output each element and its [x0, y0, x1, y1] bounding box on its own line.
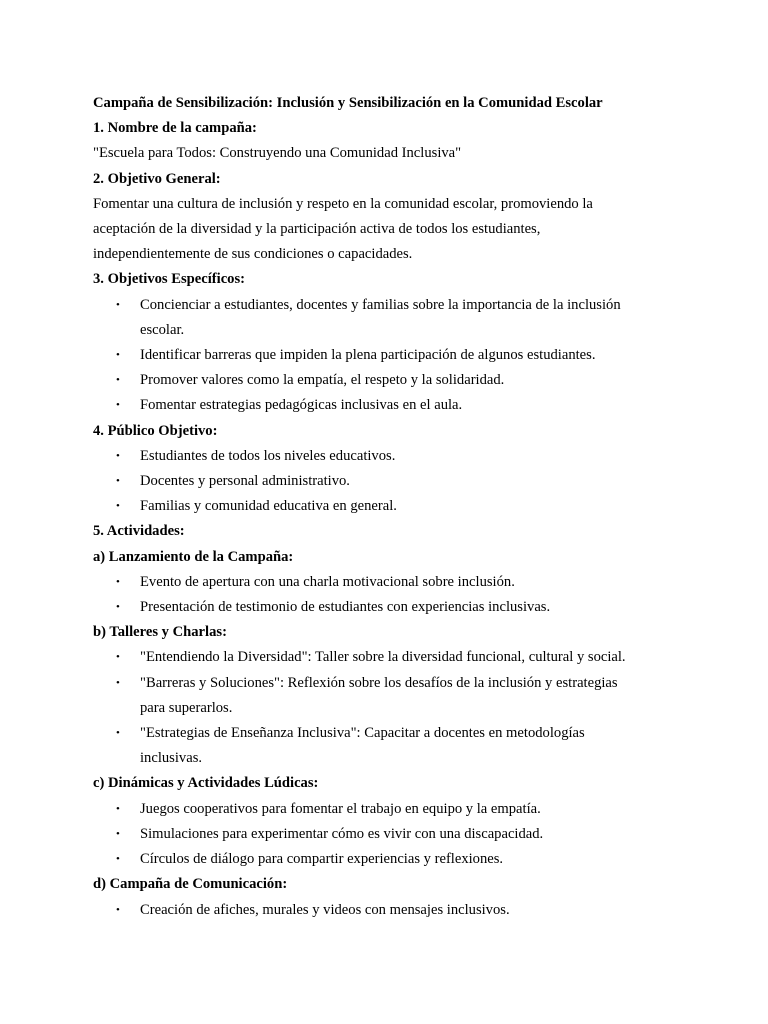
bullet-icon: •	[116, 827, 120, 840]
list-item	[93, 797, 693, 822]
list-item-line: "Estrategias de Enseñanza Inclusiva": Capacitar a docentes en metodologías	[140, 725, 585, 742]
list-item-line: Docentes y personal administrativo.	[140, 473, 350, 490]
campaign-name: "Escuela para Todos: Construyendo una Comunidad Inclusiva"	[93, 145, 462, 162]
paragraph-line: independientemente de sus condiciones o capacidades.	[93, 246, 413, 263]
list-item	[93, 847, 693, 872]
list-item-line: Promover valores como la empatía, el respeto y la solidaridad.	[140, 372, 505, 389]
list-item	[93, 368, 693, 393]
bullet-list	[93, 570, 693, 620]
list-item	[93, 721, 693, 771]
list-item	[93, 469, 693, 494]
list-item-line: Creación de afiches, murales y videos con mensajes inclusivos.	[140, 901, 510, 918]
bullet-icon: •	[116, 575, 120, 588]
list-item-line: Identificar barreras que impiden la plena participación de algunos estudiantes.	[140, 347, 596, 364]
bullet-icon: •	[116, 903, 120, 916]
bullet-icon: •	[116, 399, 120, 412]
list-item-line: Concienciar a estudiantes, docentes y familias sobre la importancia de la inclusión	[140, 296, 621, 313]
list-item-line: Presentación de testimonio de estudiantes con experiencias inclusivas.	[140, 599, 551, 616]
subsection-heading: d) Campaña de Comunicación:	[93, 876, 288, 893]
list-item	[93, 898, 693, 923]
list-item-line: "Barreras y Soluciones": Reflexión sobre los desafíos de la inclusión y estrategias	[140, 674, 618, 691]
list-item-line: Evento de apertura con una charla motivacional sobre inclusión.	[140, 573, 515, 590]
list-item-line: Estudiantes de todos los niveles educativos.	[140, 447, 396, 464]
bullet-icon: •	[116, 853, 120, 866]
bullet-icon: •	[116, 475, 120, 488]
bullet-icon: •	[116, 298, 120, 311]
subsection-heading: a) Lanzamiento de la Campaña:	[93, 548, 294, 565]
bullet-icon: •	[116, 802, 120, 815]
bullet-icon: •	[116, 727, 120, 740]
bullet-icon: •	[116, 500, 120, 513]
document-body	[93, 91, 693, 923]
bullet-list	[93, 293, 693, 419]
bullet-list	[93, 898, 693, 923]
bullet-list	[93, 645, 693, 771]
paragraph-line: Fomentar una cultura de inclusión y respeto en la comunidad escolar, promoviendo la	[93, 195, 593, 212]
list-item-line: Fomentar estrategias pedagógicas inclusivas en el aula.	[140, 397, 463, 414]
list-item	[93, 444, 693, 469]
list-item	[93, 595, 693, 620]
bullet-icon: •	[116, 651, 120, 664]
bullet-icon: •	[116, 349, 120, 362]
bullet-icon: •	[116, 374, 120, 387]
list-item	[93, 822, 693, 847]
list-item	[93, 570, 693, 595]
paragraph-line: aceptación de la diversidad y la participación activa de todos los estudiantes,	[93, 221, 541, 238]
section-heading: 3. Objetivos Específicos:	[93, 271, 246, 288]
bullet-icon: •	[116, 676, 120, 689]
list-item	[93, 671, 693, 721]
bullet-icon: •	[116, 449, 120, 462]
list-item	[93, 293, 693, 343]
list-item-line: Familias y comunidad educativa en general.	[140, 498, 397, 515]
list-item	[93, 645, 693, 670]
list-item-line: Círculos de diálogo para compartir experiencias y reflexiones.	[140, 851, 504, 868]
list-item-line: para superarlos.	[140, 699, 233, 716]
bullet-list	[93, 797, 693, 873]
list-item-line: escolar.	[140, 321, 185, 338]
section-heading: 5. Actividades:	[93, 523, 185, 540]
bullet-list	[93, 444, 693, 520]
list-item-line: inclusivas.	[140, 750, 203, 767]
subsection-heading: b) Talleres y Charlas:	[93, 624, 227, 641]
list-item	[93, 393, 693, 418]
section-heading: 2. Objetivo General:	[93, 170, 221, 187]
section-heading: 1. Nombre de la campaña:	[93, 120, 257, 137]
list-item	[93, 494, 693, 519]
document-title: Campaña de Sensibilización: Inclusión y Sensibilización en la Comunidad Escolar	[93, 95, 603, 111]
list-item-line: Simulaciones para experimentar cómo es vivir con una discapacidad.	[140, 825, 544, 842]
subsection-heading: c) Dinámicas y Actividades Lúdicas:	[93, 775, 319, 792]
list-item	[93, 343, 693, 368]
section-heading: 4. Público Objetivo:	[93, 422, 218, 439]
list-item-line: "Entendiendo la Diversidad": Taller sobre la diversidad funcional, cultural y social.	[140, 649, 626, 666]
bullet-icon: •	[116, 601, 120, 614]
list-item-line: Juegos cooperativos para fomentar el trabajo en equipo y la empatía.	[140, 800, 541, 817]
